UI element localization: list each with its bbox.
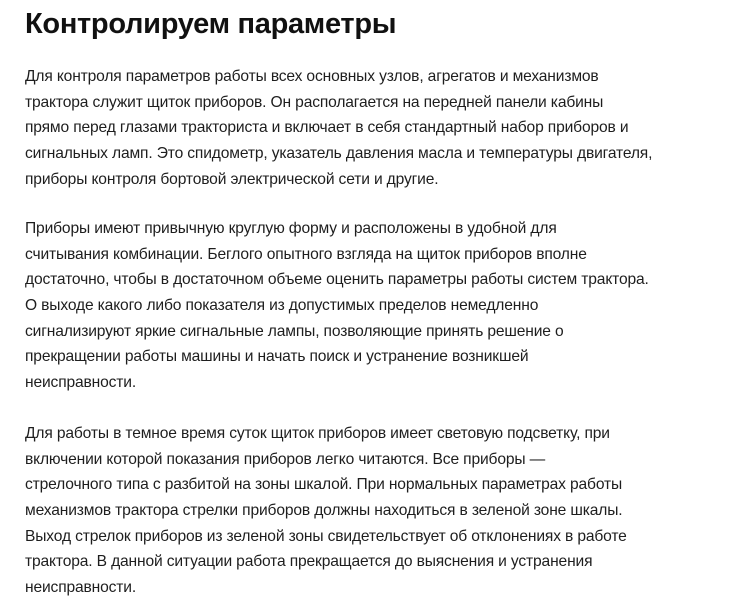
- text-line: Для контроля параметров работы всех основных узлов, агрегатов и механизмов: [25, 68, 599, 85]
- text-line: неисправности.: [25, 374, 137, 392]
- text-line: включении которой показания приборов легко читаются. Все приборы —: [25, 450, 546, 468]
- text-line: прекращении работы машины и начать поиск и устранение возникшей: [25, 348, 529, 366]
- text-line: Для работы в темное время суток щиток приборов имеет световую подсветку, при: [25, 425, 610, 442]
- text-line: достаточно, чтобы в достаточном объеме оценить параметры работы систем трактора.: [25, 271, 649, 289]
- paragraph-backlight: [25, 421, 730, 601]
- text-line: приборы контроля бортовой электрической сети и другие.: [25, 170, 439, 188]
- text-line: считывания комбинации. Беглого опытного взгляда на щиток приборов вполне: [25, 245, 587, 263]
- text-line: сигнальных ламп. Это спидометр, указатель давления масла и температуры двигателя,: [25, 145, 653, 163]
- text-line: Выход стрелок приборов из зеленой зоны свидетельствует об отклонениях в работе: [25, 527, 627, 545]
- text-line: О выходе какого либо показателя из допустимых пределов немедленно: [25, 297, 539, 315]
- text-line: трактора служит щиток приборов. Он располагается на передней панели кабины: [25, 93, 604, 111]
- paragraph-gauges-shape: [25, 216, 730, 396]
- text-line: стрелочного типа с разбитой на зоны шкалой. При нормальных параметрах работы: [25, 476, 623, 494]
- text-line: трактора. В данной ситуации работа прекращается до выяснения и устранения: [25, 553, 593, 571]
- paragraph-dashboard-intro: [25, 64, 730, 192]
- text-line: прямо перед глазами тракториста и включает в себя стандартный набор приборов и: [25, 119, 629, 137]
- page-title: Контролируем параметры: [25, 8, 397, 40]
- text-line: механизмов трактора стрелки приборов должны находиться в зеленой зоне шкалы.: [25, 502, 623, 520]
- text-line: Приборы имеют привычную круглую форму и расположены в удобной для: [25, 220, 557, 237]
- text-line: неисправности.: [25, 579, 137, 597]
- text-line: сигнализируют яркие сигнальные лампы, позволяющие принять решение о: [25, 322, 564, 340]
